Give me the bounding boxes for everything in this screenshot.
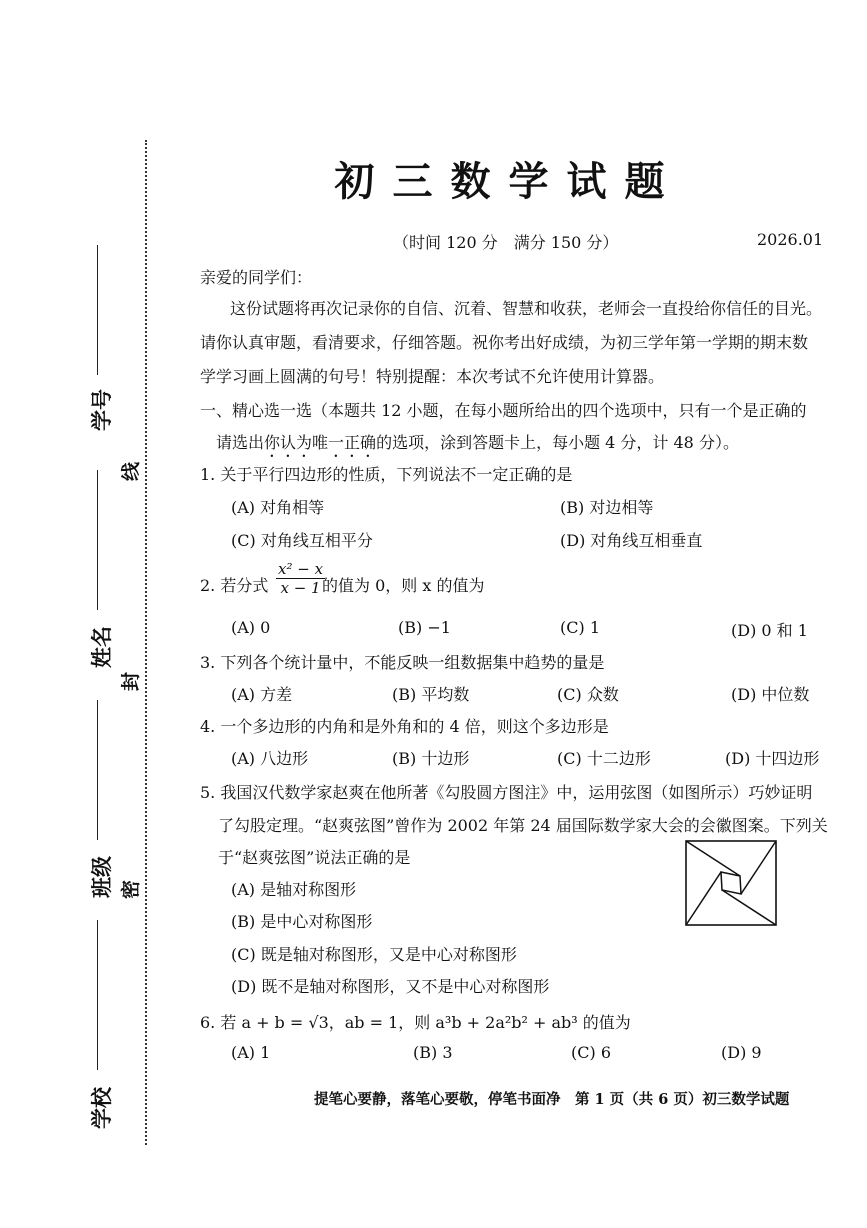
- q6-stem: 6. 若 a + b = √3，ab = 1，则 a³b + 2a²b² + ab³ 的值为: [200, 1013, 631, 1032]
- q2-option-b: (B) −1: [398, 618, 451, 637]
- q5-stem-line-3: 于“赵爽弦图”说法正确的是: [218, 848, 411, 867]
- q2-fraction: [276, 560, 325, 597]
- q2-option-d: (D) 0 和 1: [731, 621, 808, 640]
- q6-option-c: (C) 6: [571, 1043, 611, 1062]
- section-heading-line-1: 一、精心选一选（本题共 12 小题，在每小题所给出的四个选项中，只有一个是正确的: [200, 401, 807, 420]
- q1-option-b: (B) 对边相等: [560, 498, 654, 517]
- q5-option-a: (A) 是轴对称图形: [231, 880, 357, 899]
- q1-option-d: (D) 对角线互相垂直: [560, 531, 703, 550]
- diagram-outer-square: [686, 841, 776, 925]
- q6-option-d: (D) 9: [721, 1043, 762, 1062]
- heading-emphasis-2: 一正确: [328, 433, 377, 452]
- q6-option-a: (A) 1: [231, 1043, 271, 1062]
- diagram-line: [686, 841, 740, 876]
- school-label: 学校: [89, 1087, 114, 1129]
- q3-option-a: (A) 方差: [231, 685, 293, 704]
- q4-option-b: (B) 十边形: [392, 749, 470, 768]
- q2-stem-post: 的值为 0，则 x 的值为: [322, 576, 485, 595]
- intro-line-1: 这份试题将再次记录你的自信、沉着、智慧和收获，老师会一直投给你信任的目光。: [230, 299, 823, 318]
- q2-stem-pre: 2. 若分式: [200, 576, 269, 595]
- q2-option-a: (A) 0: [231, 618, 271, 637]
- q3-option-b: (B) 平均数: [392, 685, 470, 704]
- q1-option-a: (A) 对角相等: [231, 498, 325, 517]
- heading-part: 请选出: [216, 433, 265, 452]
- q4-option-d: (D) 十四边形: [725, 749, 820, 768]
- diagram-line: [741, 841, 776, 894]
- page-footer: 提笔心要静，落笔心要敬，停笔书面净 第 1 页（共 6 页）初三数学试题: [314, 1091, 790, 1108]
- name-label: 姓名: [89, 626, 114, 668]
- seal-word-line: 线: [120, 461, 143, 482]
- exam-date: 2026.01: [757, 230, 824, 249]
- seal-word-seal: 封: [120, 671, 143, 692]
- class-label: 班级: [89, 856, 114, 898]
- class-underline: [97, 700, 98, 840]
- heading-emphasis-1: 你认为: [264, 433, 313, 452]
- q2-option-c: (C) 1: [560, 618, 600, 637]
- q3-option-c: (C) 众数: [557, 685, 619, 704]
- q4-option-c: (C) 十二边形: [557, 749, 651, 768]
- q4-stem: 4. 一个多边形的内角和是外角和的 4 倍，则这个多边形是: [200, 717, 609, 736]
- name-underline: [97, 470, 98, 610]
- exam-meta: （时间 120 分 满分 150 分）: [393, 233, 619, 252]
- q3-stem: 3. 下列各个统计量中，不能反映一组数据集中趋势的量是: [200, 653, 605, 672]
- q5-option-c: (C) 既是轴对称图形，又是中心对称图形: [231, 945, 517, 964]
- diagram-line: [686, 872, 721, 925]
- q5-option-b: (B) 是中心对称图形: [231, 912, 373, 931]
- page-title: 初三数学试题: [334, 158, 683, 205]
- q2-fraction-denominator: x − 1: [280, 579, 321, 597]
- binding-dotted-line: [145, 140, 147, 1145]
- student-id-underline: [97, 245, 98, 375]
- q1-stem: 1. 关于平行四边形的性质，下列说法不一定正确的是: [200, 465, 573, 484]
- heading-part: 唯: [312, 433, 329, 452]
- zhao-shuang-diagram: [683, 838, 779, 928]
- greeting: 亲爱的同学们：: [200, 268, 313, 287]
- q4-option-a: (A) 八边形: [231, 749, 309, 768]
- q5-option-d: (D) 既不是轴对称图形，又不是中心对称图形: [231, 977, 550, 996]
- diagram-line: [722, 890, 776, 925]
- section-heading-line-2: [216, 430, 739, 461]
- q5-stem-line-1: 5. 我国汉代数学家赵爽在他所著《勾股圆方图注》中，运用弦图（如图所示）巧妙证明: [200, 783, 813, 802]
- intro-line-2: 请你认真审题，看清要求，仔细答题。祝你考出好成绩，为初三学年第一学期的期末数: [200, 333, 809, 352]
- diagram-inner-square: [721, 872, 741, 894]
- seal-word-secret: 密: [120, 879, 143, 900]
- school-underline: [97, 920, 98, 1070]
- q2-fraction-numerator: x² − x: [278, 560, 324, 578]
- q3-option-d: (D) 中位数: [731, 685, 810, 704]
- heading-part: 的选项，涂到答题卡上，每小题 4 分，计 48 分）。: [376, 433, 739, 452]
- q1-option-c: (C) 对角线互相平分: [231, 531, 373, 550]
- student-id-label: 学号: [89, 389, 114, 431]
- intro-line-3: 学学习画上圆满的句号！特别提醒：本次考试不允许使用计算器。: [200, 367, 665, 386]
- q5-stem-line-2: 了勾股定理。“赵爽弦图”曾作为 2002 年第 24 届国际数学家大会的会徽图案。下列关: [218, 816, 828, 835]
- q6-option-b: (B) 3: [413, 1043, 453, 1062]
